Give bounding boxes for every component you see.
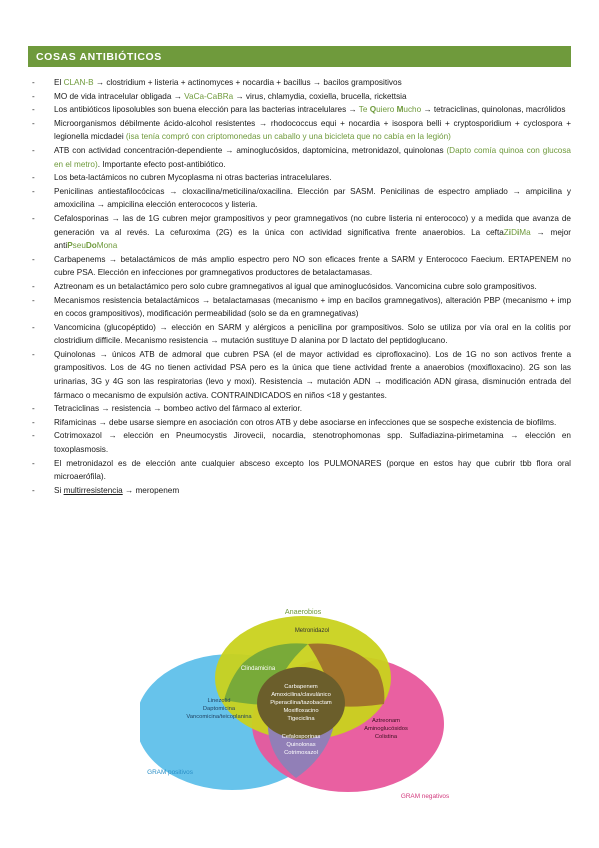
list-item-text: i [508, 227, 512, 237]
list-item-text: El [54, 78, 64, 87]
list-item-text: Do [85, 241, 97, 251]
list-item-text: El metronidazol es de elección ante cualquier absceso excepto los PULMONARES (porque en estos hay que cubrir tbb flora oral microaerófila). [54, 458, 571, 482]
list-item [28, 212, 571, 253]
list-item [28, 280, 571, 294]
list-item-text: Los antibióticos liposolubles son buena elección para las bacterias intracelulares → [54, 105, 359, 115]
list-item-text: Tetraciclinas → resistencia → bombeo activo del fármaco al exterior. [54, 404, 303, 414]
list-item-text: Mona [96, 241, 118, 251]
list-item-text: Mecanismos resistencia betalactámicos → betalactamasas (mecanismo + imp en bacilos gramnegativos), alteración PBP (mecanismo + imp en cocos grampositivos), modificación permeabilidad (solo se da en gramnegativas) [54, 295, 571, 319]
list-item-text: Ma [519, 227, 531, 237]
list-item-text: seu [72, 241, 86, 251]
list-item-text: → mejor anti [54, 227, 571, 251]
piperacilina-label: Piperacilina/tazobactam [270, 700, 332, 706]
daptomicina-label: Daptomicina [202, 706, 236, 712]
list-item [28, 253, 571, 280]
gram-positive-title: GRAM positivos [147, 769, 193, 776]
tigeciclina-label: Tigeciclina [287, 716, 315, 722]
list-item-text: i [517, 227, 520, 237]
list-item-text: Z [503, 227, 509, 237]
list-item-text: → virus, chlamydia, coxiella, brucella, rickettsia [233, 91, 407, 101]
list-item [28, 117, 571, 144]
list-item [28, 321, 571, 348]
cefalosporinas-label: Cefalosporinas [281, 734, 321, 740]
list-item [28, 402, 571, 416]
list-item [28, 457, 571, 484]
list-item [28, 90, 571, 104]
list-item-text: Te [358, 105, 370, 115]
list-item [28, 185, 571, 212]
list-item-text: uiero [376, 105, 397, 115]
list-item [28, 144, 571, 171]
list-item-text: Si [54, 485, 64, 495]
list-item-text: Aztreonam es un betalactámico pero solo cubre gramnegativos al igual que aminoglucósidos. Vancomicina cubre solo grampositivos. [54, 281, 537, 291]
list-item-text: M [396, 105, 404, 115]
list-item [28, 76, 571, 90]
list-item-text: MO de vida intracelular obligada → [54, 91, 185, 101]
list-item-text: (Dapto comía quinoa con glucosa en el metro) [54, 145, 571, 169]
linezolid-label: Linezolid [207, 698, 231, 704]
list-item [28, 294, 571, 321]
list-item-text: → meropenem [122, 485, 180, 495]
list-item-text: (isa tenía compró con criptomonedas un caballo y una bicicleta que no cabía en la legión) [125, 132, 451, 142]
cotrimoxazol-label: Cotrimoxazol [284, 750, 318, 756]
gram-negative-title: GRAM negativos [400, 793, 450, 800]
antibiotics-list [28, 76, 571, 497]
list-item-text: Carbapenems → betalactámicos de más amplio espectro pero NO son eficaces frente a SARM y Enterococo Faecium. ERTAPENEM no cubre PSA. Elección en infecciones por gramnegativos productores de betalactamasas. [54, 254, 571, 278]
list-item-text: Microorganismos débilmente ácido-alcohol resistentes → rhodococcus equi + nocardia + isospora belli + cryptosporidium + cyclospora + legionella micdadei [54, 118, 571, 142]
carbapenem-label: Carbapenem [284, 684, 318, 690]
list-item-text: . Importante efecto post-antibiótico. [97, 159, 226, 169]
list-item-text: Los beta-lactámicos no cubren Mycoplasma ni otras bacterias intracelulares. [54, 173, 332, 183]
metronidazol-label: Metronidazol [294, 628, 330, 634]
colistina-label: Colistina [374, 734, 398, 740]
list-item-text: ucho [403, 105, 422, 115]
list-item-text: Cotrimoxazol → elección en Pneumocystis Jirovecii, nocardia, stenotrophomonas spp. Sulfadiazina-pirimetamina → elección en toxoplasmosis. [54, 431, 571, 455]
list-item [28, 416, 571, 430]
list-item-text: Q [369, 105, 377, 115]
list-item [28, 348, 571, 402]
list-item-text: → tetraciclinas, quinolonas, macrólidos [421, 105, 566, 115]
quinolonas-label: Quinolonas [286, 742, 316, 748]
list-item-text: Quinolonas → únicos ATB de admoral que cubren PSA (el de mayor actividad es ciprofloxacino). Los de 1G no son activos frente a grampositivos. Los de 4G no tienen actividad PSA pero es la única que tiene actividad frente a anaerobios (moxifloxacino). 2G son las urinarias, 3G y 4G son las respiratorias (levo y moxi). Resistencia → mutación ADN → modificación ADN girasa, disminución entrada del fármaco o mecanismo de expulsión activa. CONTRAINDICADOS en niños <18 y gestantes. [54, 349, 571, 400]
moxifloxacino-label: Moxifloxacino [283, 708, 319, 714]
list-item-text: Penicilinas antiestafilocócicas → cloxacilina/meticilina/oxacilina. Elección par SASM. Penicilinas de espectro ampliado → ampicilina y amoxicilina → ampicilina elección enterococos y listeria. [54, 186, 571, 210]
list-item-text: → clostridium + listeria + actinomyces + nocardia + bacillus → bacilos grampositivos [93, 78, 402, 87]
venn-svg [140, 600, 460, 805]
list-item [28, 429, 571, 456]
section-header [28, 46, 571, 67]
list-item [28, 484, 571, 498]
aminoglucosidos-label: Aminoglucósidos [364, 726, 408, 732]
list-item-text: P [67, 241, 73, 251]
vancomicina-label: Vancomicina/teicoplanina [186, 714, 252, 720]
list-item-text: VaCa-CaBRa [184, 91, 234, 101]
aztreonam-label: Aztreonam [371, 718, 401, 724]
anaerobes-title: Anaerobios [284, 607, 322, 616]
antibiotic-spectrum-venn-diagram [140, 600, 460, 805]
list-item-text: CLAN-B [63, 78, 94, 87]
section-title: COSAS ANTIBIÓTICOS [36, 50, 162, 63]
list-item [28, 171, 571, 185]
list-item-text: ATB con actividad concentración-dependiente → aminoglucósidos, daptomicina, metronidazol, quinolonas [54, 145, 447, 155]
list-item-text: Vancomicina (glucopéptido) → elección en SARM y alérgicos a penicilina por grampositivos. Solo se utiliza por vía oral en la colitis por clostridium difficile. Mecanismo resistencia → mutación sustituye D alanina por D lactato del peptidoglucano. [54, 322, 571, 346]
list-item-text: multirresistencia [63, 485, 123, 495]
clindamicina-label: Clindamicina [240, 666, 276, 672]
list-item-text: Rifamicinas → debe usarse siempre en asociación con otros ATB y debe asociarse en infecciones que se sospeche existencia de biofilms. [54, 417, 557, 427]
list-item [28, 103, 571, 117]
list-item-text: D [511, 227, 517, 237]
list-item-text: Cefalosporinas → las de 1G cubren mejor grampositivos y peor gramnegativos (no cubre listeria ni enterococo) y a medida que avanza de generación va al revés. La cefuroxima (2G) es la única con actividad significativa frente anaerobios. La cefta [54, 213, 571, 237]
amoxicilina-label: Amoxicilina/clavulánico [271, 692, 331, 698]
